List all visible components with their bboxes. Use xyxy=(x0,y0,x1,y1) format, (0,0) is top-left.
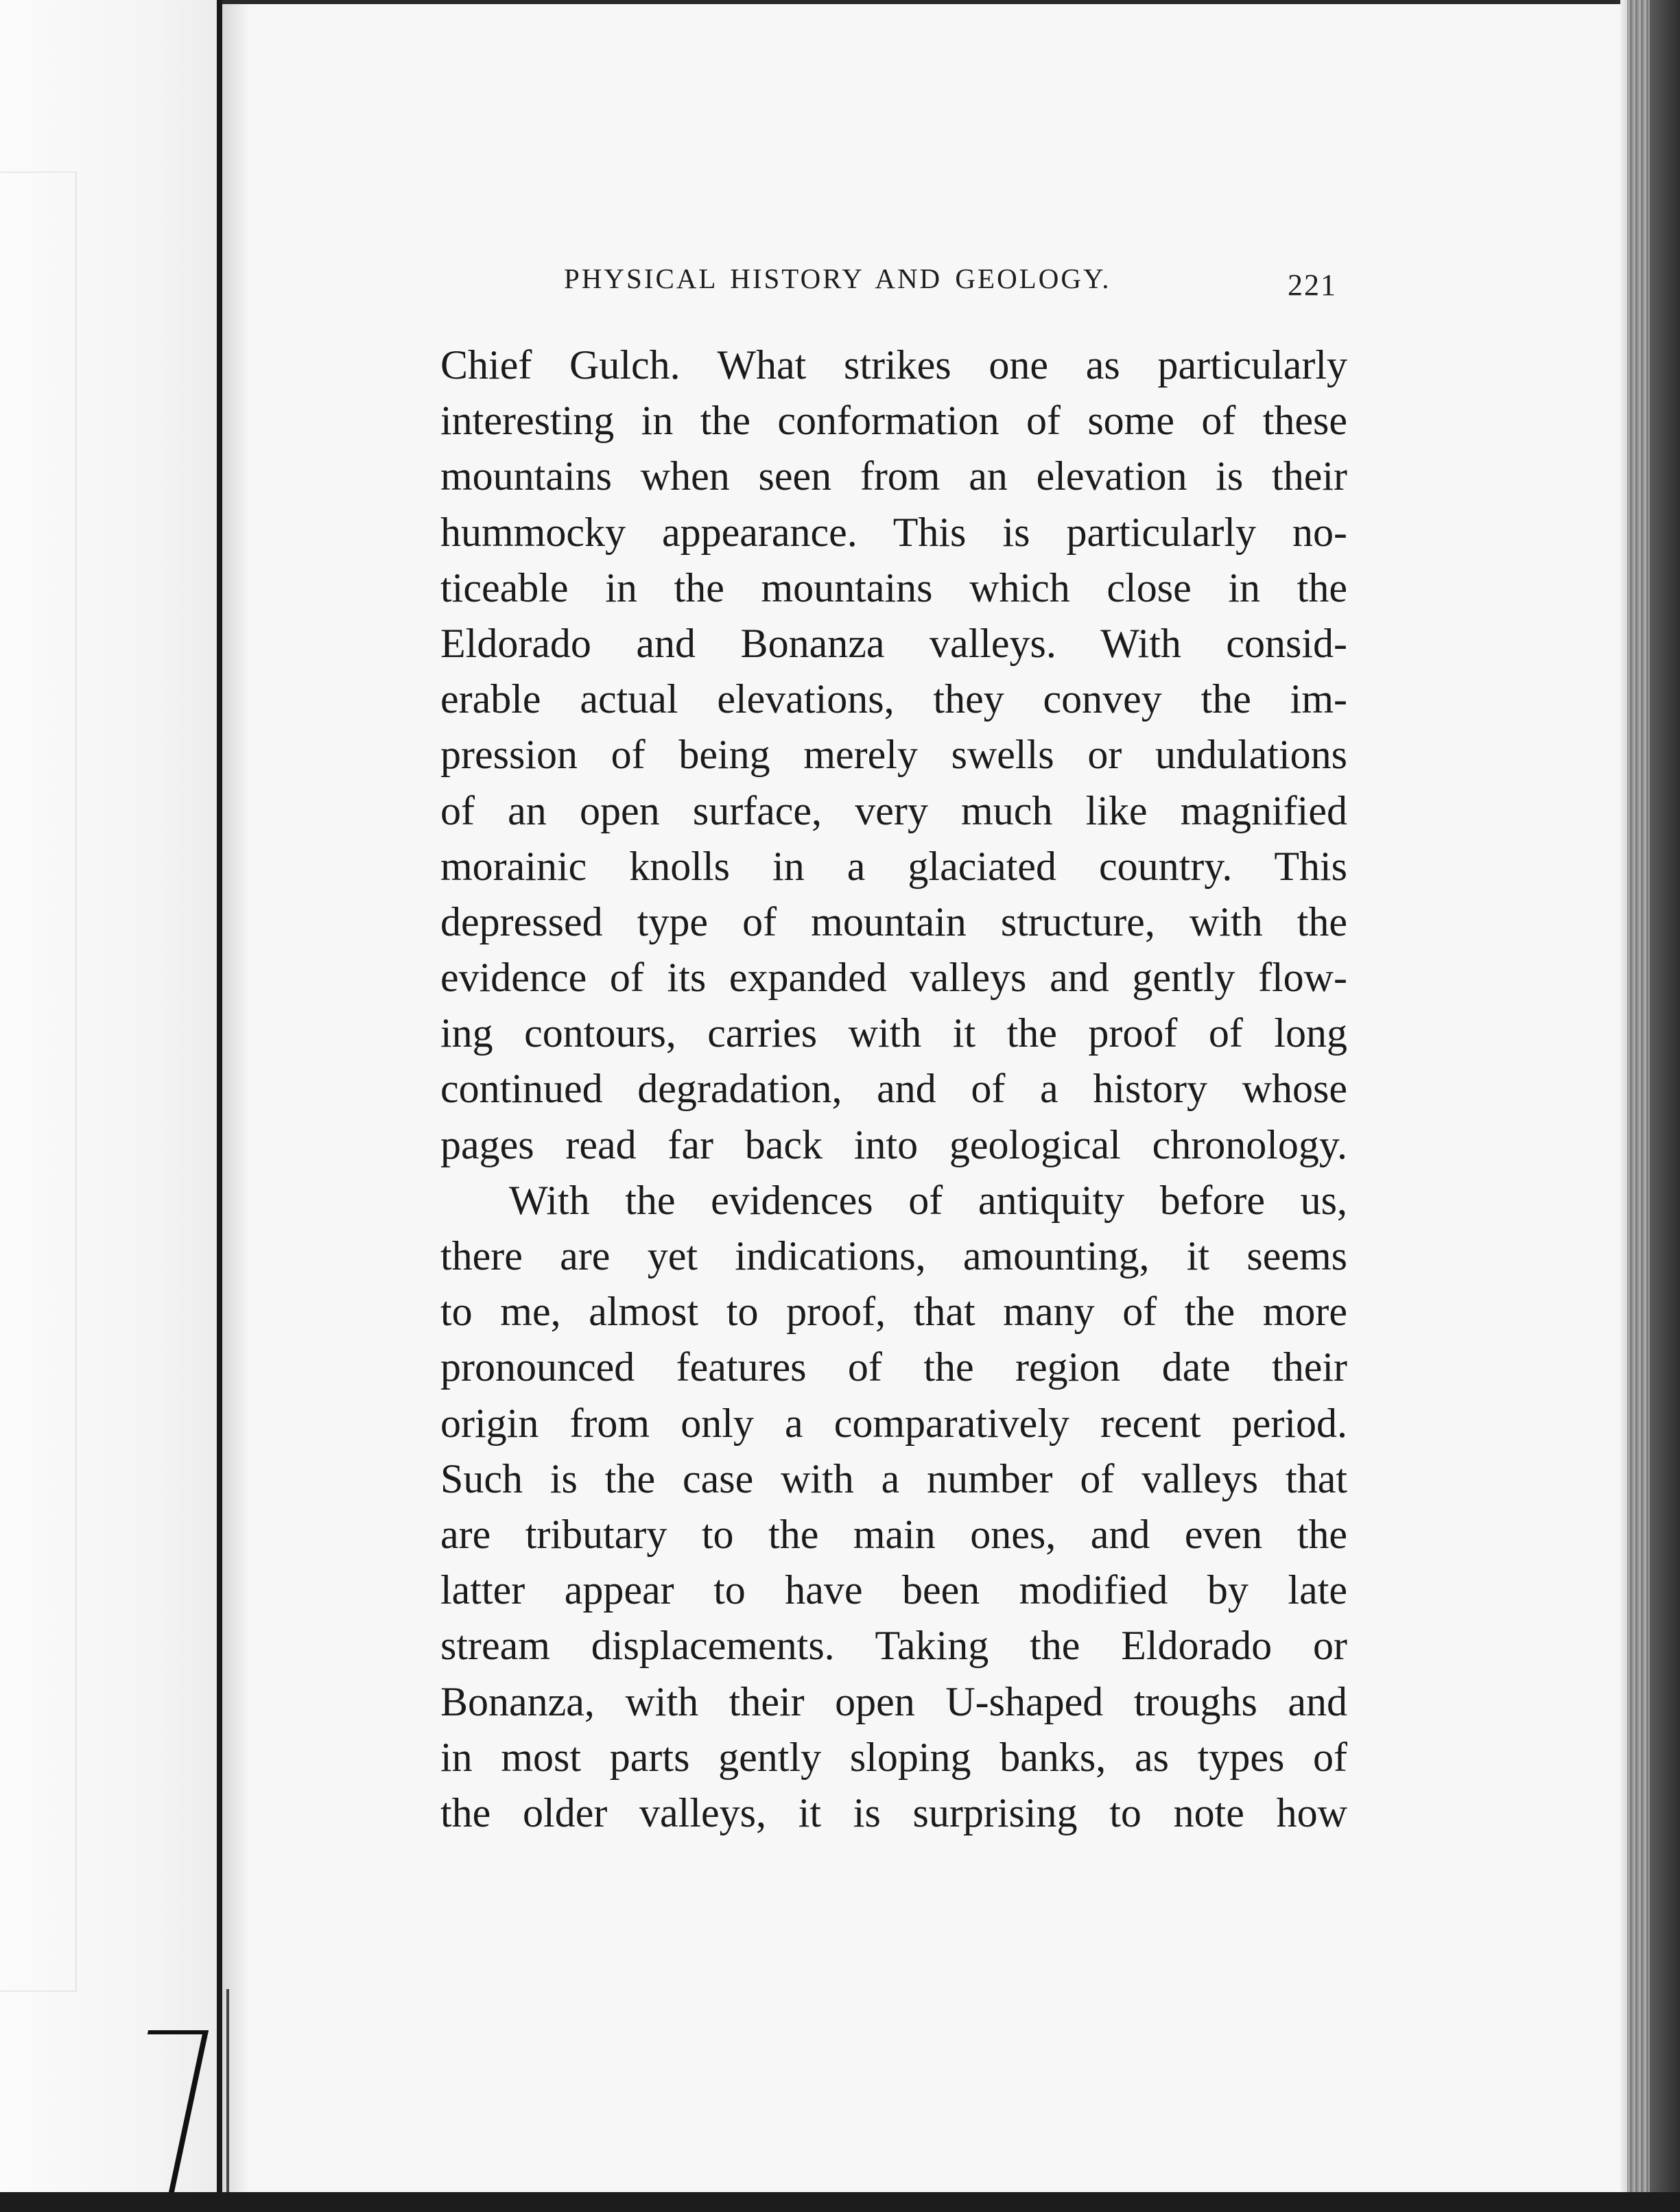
text-line: the older valleys, it is surprising to note how xyxy=(440,1789,1347,1835)
text-line: mountains when seen from an elevation is their xyxy=(440,453,1347,499)
paragraph-first-line: With the evidences of antiquity before us, xyxy=(509,1177,1347,1223)
text-line: Such is the case with a number of valleys that xyxy=(440,1455,1347,1501)
gutter-shadow xyxy=(222,0,250,2212)
text-line: pages read far back into geological chronology. xyxy=(440,1121,1347,1167)
text-line: pression of being merely swells or undulations xyxy=(440,732,1347,778)
text-line: origin from only a comparatively recent period. xyxy=(440,1400,1347,1446)
book-gutter xyxy=(217,0,222,2212)
text-line: there are yet indications, amounting, it seems xyxy=(440,1233,1347,1279)
text-line: erable actual elevations, they convey the im- xyxy=(440,676,1347,722)
text-line: ticeable in the mountains which close in the xyxy=(440,564,1347,610)
text-line: Bonanza, with their open U-shaped troughs and xyxy=(440,1678,1347,1724)
text-line: interesting in the conformation of some of these xyxy=(440,398,1347,444)
text-line: continued degradation, and of a history whose xyxy=(440,1066,1347,1112)
bottom-book-edge xyxy=(0,2192,1680,2212)
facing-page-margin xyxy=(0,171,77,1992)
text-line: are tributary to the main ones, and even the xyxy=(440,1511,1347,1557)
right-book-cover xyxy=(1650,0,1680,2212)
page-curl-shadow xyxy=(226,1989,250,2195)
text-line: depressed type of mountain structure, with the xyxy=(440,899,1347,944)
text-line: stream displacements. Taking the Eldorado or xyxy=(440,1623,1347,1669)
body-text xyxy=(440,337,1347,1841)
page-number: 221 xyxy=(1288,268,1337,302)
text-line: to me, almost to proof, that many of the more xyxy=(440,1289,1347,1335)
text-line: pronounced features of the region date their xyxy=(440,1344,1347,1390)
text-line: Eldorado and Bonanza valleys. With consid- xyxy=(440,620,1347,666)
text-line: latter appear to have been modified by late xyxy=(440,1567,1347,1613)
text-line: morainic knolls in a glaciated country. This xyxy=(440,843,1347,889)
running-head: PHYSICAL HISTORY AND GEOLOGY. xyxy=(564,263,1111,294)
text-line: in most parts gently sloping banks, as types of xyxy=(440,1734,1347,1780)
facing-page-edge xyxy=(0,0,218,2212)
text-line: evidence of its expanded valleys and gently flow- xyxy=(440,955,1347,1001)
text-line: hummocky appearance. This is particularly no- xyxy=(440,509,1347,555)
text-line: of an open surface, very much like magnified xyxy=(440,787,1347,833)
text-line: Chief Gulch. What strikes one as particularly xyxy=(440,342,1347,388)
page-header xyxy=(564,262,1353,310)
top-book-edge xyxy=(222,0,1629,4)
text-line: ing contours, carries with it the proof of long xyxy=(440,1010,1347,1056)
